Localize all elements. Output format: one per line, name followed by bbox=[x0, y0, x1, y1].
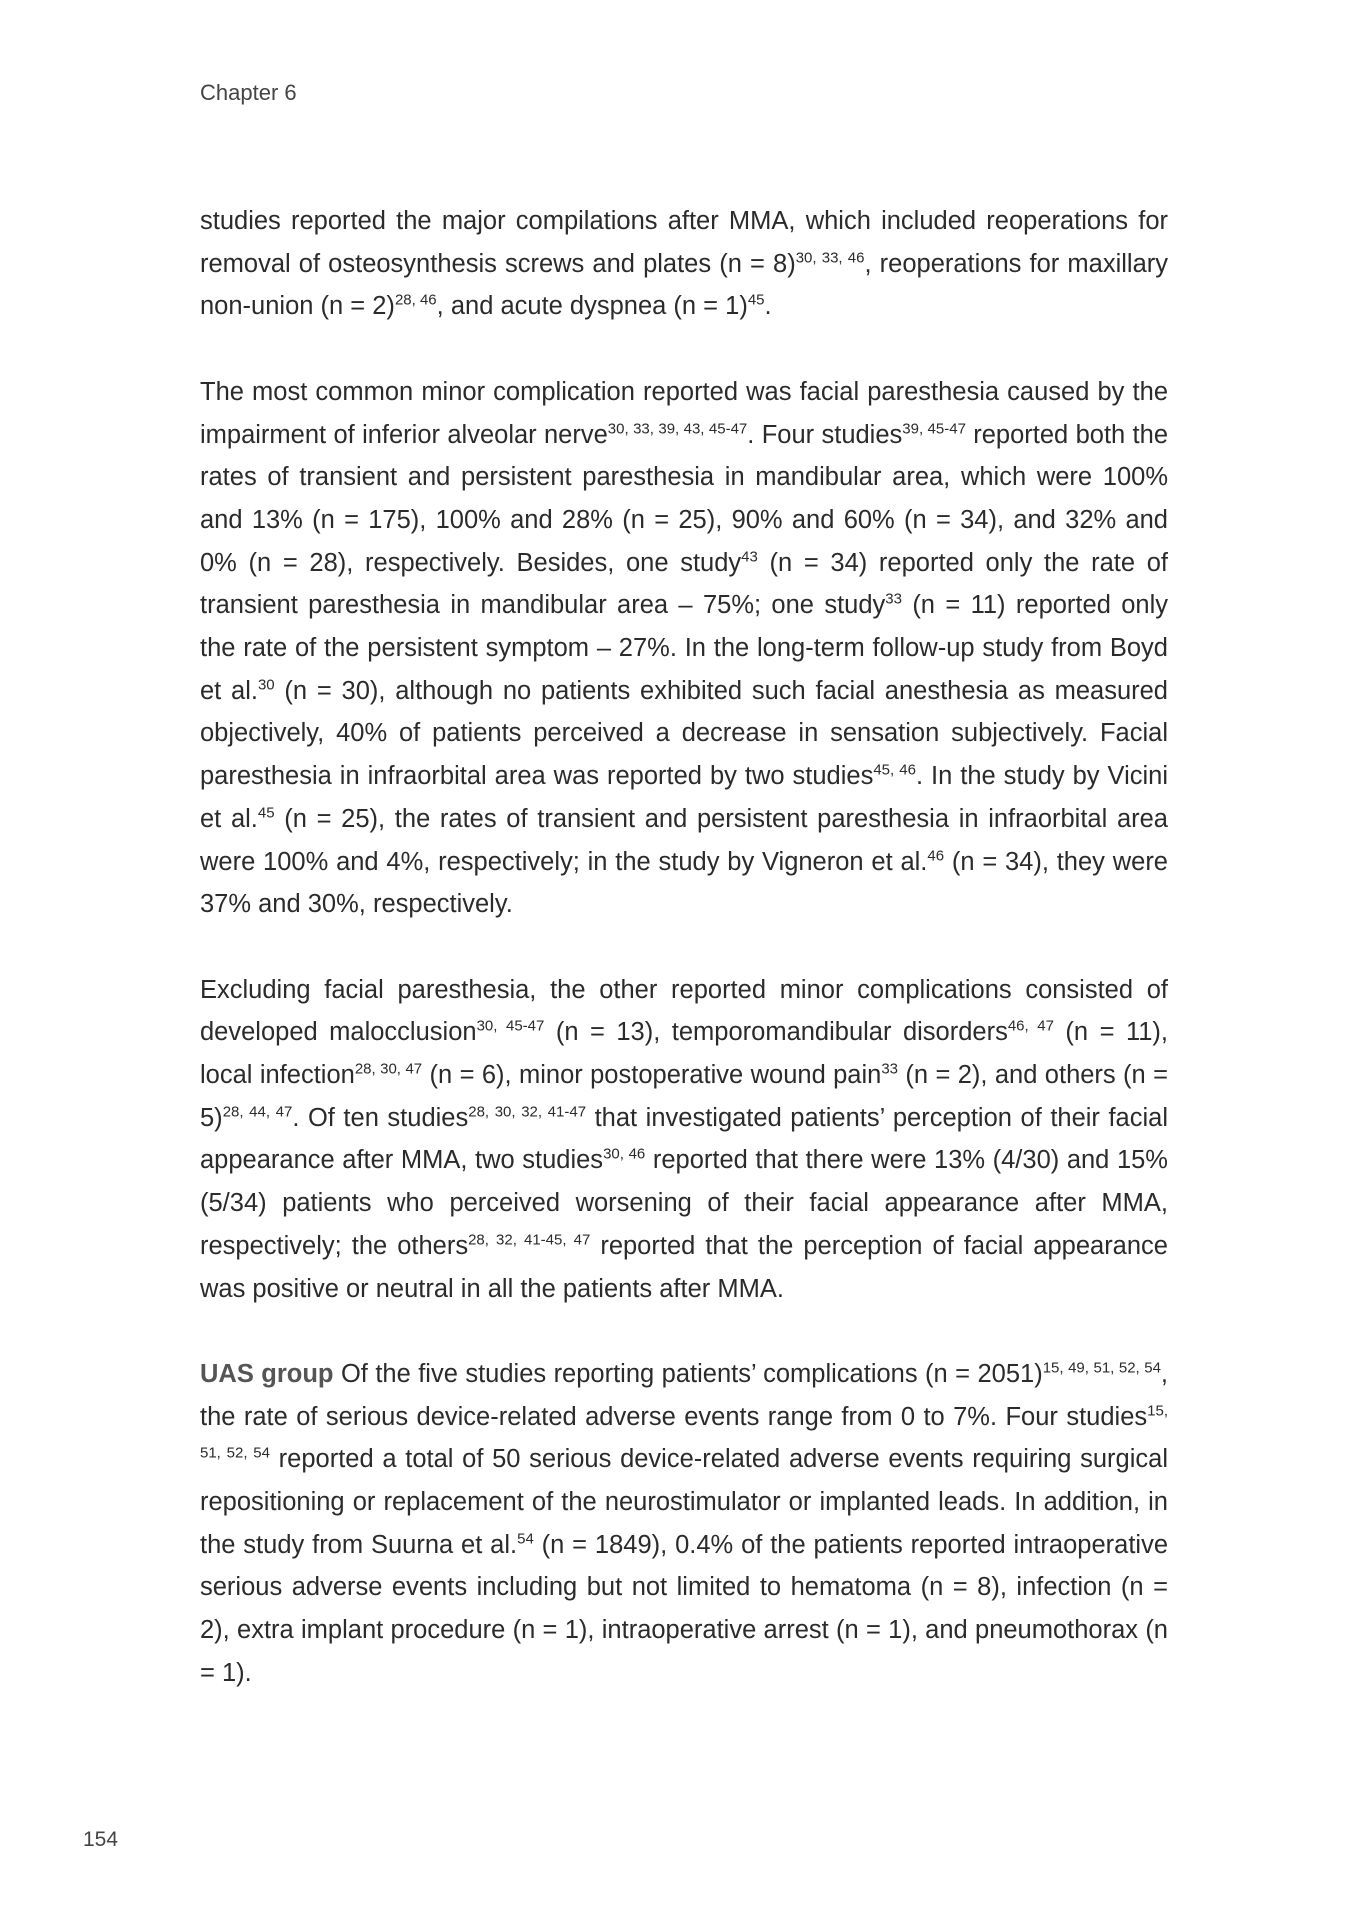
citation-superscript: 28, 30, 32, 41-47 bbox=[468, 1103, 587, 1121]
text-segment: . bbox=[764, 292, 772, 321]
text-segment: (n = 6), minor postoperative wound pain bbox=[422, 1061, 882, 1090]
text-segment: (n = 11) reported only the rate of the persistent symptom – 27%. In the long-term follow-up study from Boyd et al. bbox=[200, 591, 1168, 705]
text-segment: (n = 13), temporomandibular disorders bbox=[544, 1018, 1008, 1047]
text-segment: reported a total of 50 serious device-related adverse events requiring surgical repositioning or replacement of the neurostimulator or implanted leads. In addition, in the study from Suurna et al. bbox=[200, 1445, 1168, 1559]
page-number: 154 bbox=[83, 1828, 119, 1851]
text-segment: , and acute dyspnea (n = 1) bbox=[436, 292, 748, 321]
body-paragraph bbox=[200, 200, 1168, 328]
body-text bbox=[200, 200, 1168, 1737]
citation-superscript: 28, 46 bbox=[394, 291, 437, 309]
citation-superscript: 45, 46 bbox=[873, 761, 916, 779]
citation-superscript: 30 bbox=[257, 676, 275, 694]
text-segment: reported that there were 13% (4/30) and 15% (5/34) patients who perceived worsening of their facial appearance after MMA, respectively; the others bbox=[200, 1146, 1168, 1260]
text-segment: (n = 25), the rates of transient and persistent paresthesia in infraorbital area were 100% and 4%, respectively; in the study by Vigneron et al. bbox=[200, 804, 1168, 876]
section-run-in-heading: UAS group bbox=[200, 1359, 334, 1388]
text-segment: reported both the rates of transient and persistent paresthesia in mandibular area, which were 100% and 13% (n = 175), 100% and 28% (n = 25), 90% and 60% (n = 34), and 32% and 0% (n = 28), respectively. Besides, one study bbox=[200, 420, 1169, 577]
citation-superscript: 46, 47 bbox=[1007, 1017, 1054, 1035]
text-segment: . Of ten studies bbox=[292, 1103, 469, 1132]
body-paragraph bbox=[200, 371, 1168, 926]
text-segment: (n = 2), and others (n = 5) bbox=[200, 1061, 1168, 1132]
citation-superscript: 39, 45-47 bbox=[902, 420, 966, 437]
citation-superscript: 28, 30, 47 bbox=[354, 1060, 423, 1078]
citation-superscript: 43 bbox=[741, 548, 758, 566]
text-segment: (n = 30), although no patients exhibited such facial anesthesia as measured objectively, 40% of patients perceived a decrease in sensation subjectively. Facial paresthesia in infraorbital area was reported by two studies bbox=[200, 676, 1168, 791]
text-segment: . In the study by Vicini et al. bbox=[200, 762, 1168, 833]
body-paragraph bbox=[200, 1353, 1168, 1695]
text-segment: reported that the perception of facial appearance was positive or neutral in all the patients after MMA. bbox=[200, 1231, 1168, 1303]
citation-superscript: 30, 33, 46 bbox=[795, 249, 865, 267]
text-segment: , reoperations for maxillary non-union (n = 2) bbox=[200, 249, 1168, 321]
text-segment: studies reported the major compilations after MMA, which included reoperations for removal of osteosynthesis screws and plates (n = 8) bbox=[200, 207, 1168, 278]
text-segment: Excluding facial paresthesia, the other reported minor complications consisted of developed malocclusion bbox=[200, 975, 1168, 1047]
citation-superscript: 28, 32, 41-45, 47 bbox=[468, 1231, 591, 1249]
citation-superscript: 30, 33, 39, 43, 45-47 bbox=[607, 420, 748, 437]
citation-superscript: 33 bbox=[885, 590, 902, 608]
text-segment: , the rate of serious device-related adverse events range from 0 to 7%. Four studies bbox=[200, 1359, 1169, 1431]
text-segment: . Four studies bbox=[747, 420, 903, 449]
citation-superscript: 15, 49, 51, 52, 54 bbox=[1042, 1359, 1161, 1377]
text-segment: Of the five studies reporting patients’ complications (n = 2051) bbox=[333, 1359, 1043, 1388]
body-paragraph bbox=[200, 969, 1168, 1311]
text-segment: (n = 11), local infection bbox=[200, 1018, 1169, 1090]
citation-superscript: 30, 45-47 bbox=[476, 1017, 545, 1035]
citation-superscript: 30, 46 bbox=[603, 1145, 646, 1163]
citation-superscript: 45 bbox=[257, 804, 275, 822]
citation-superscript: 33 bbox=[881, 1060, 899, 1078]
text-segment: (n = 34) reported only the rate of transient paresthesia in mandibular area – 75%; one study bbox=[200, 548, 1168, 620]
text-segment: The most common minor complication reported was facial paresthesia caused by the impairment of inferior alveolar nerve bbox=[200, 377, 1168, 449]
citation-superscript: 54 bbox=[517, 1530, 534, 1548]
citation-superscript: 45 bbox=[747, 291, 765, 309]
text-segment: (n = 1849), 0.4% of the patients reported intraoperative serious adverse events including but not limited to hematoma (n = 8), infection (n = 2), extra implant procedure (n = 1), intraoperative arrest (n = 1), and pneumothorax (n = 1). bbox=[200, 1530, 1169, 1687]
citation-superscript: 46 bbox=[927, 847, 945, 865]
running-head: Chapter 6 bbox=[200, 80, 297, 105]
citation-superscript: 28, 44, 47 bbox=[222, 1103, 293, 1121]
text-segment: (n = 34), they were 37% and 30%, respectively. bbox=[200, 847, 1168, 919]
citation-superscript: 15, 51, 52, 54 bbox=[200, 1402, 1168, 1462]
text-segment: that investigated patients’ perception of their facial appearance after MMA, two studies bbox=[200, 1103, 1168, 1175]
